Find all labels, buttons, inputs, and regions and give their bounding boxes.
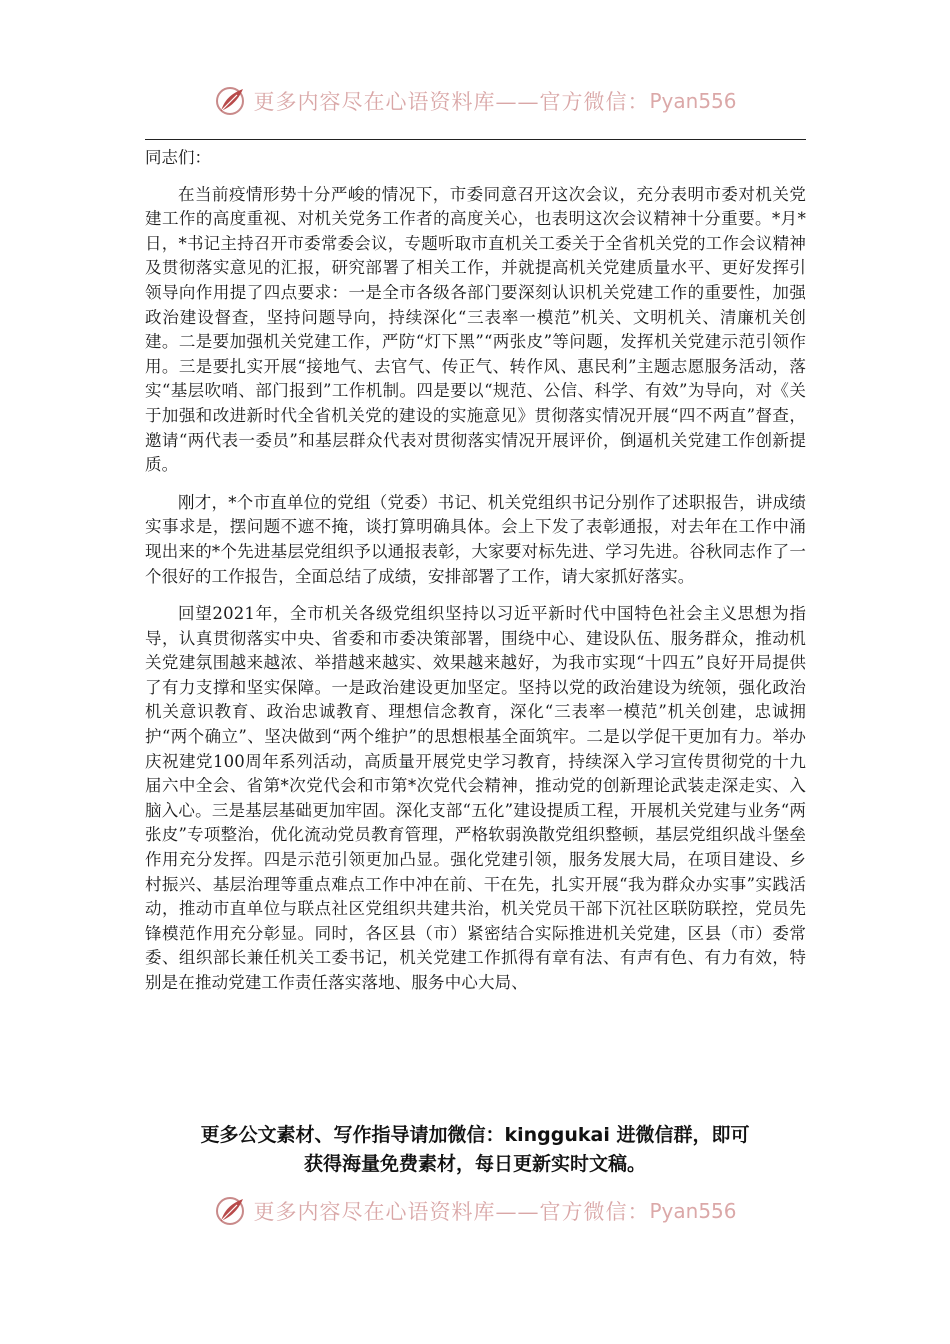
document-body: [145, 146, 806, 996]
header-divider: [145, 139, 806, 140]
greeting: 同志们：: [145, 148, 211, 167]
watermark-handle: Pyan556: [649, 89, 737, 113]
promo-notice: [140, 1121, 810, 1179]
footer-watermark: [0, 1194, 950, 1228]
promo-notice-line-1: 更多公文素材、写作指导请加微信：kinggukai 进微信群，即可: [200, 1124, 750, 1146]
watermark-text: 更多内容尽在心语资料库——官方微信：: [253, 90, 650, 114]
promo-notice-line-2: 获得海量免费素材，每日更新实时文稿。: [303, 1153, 646, 1175]
leaf-logo-icon: [213, 1194, 247, 1228]
watermark-handle: Pyan556: [649, 1199, 737, 1223]
watermark-text: 更多内容尽在心语资料库——官方微信：: [253, 1200, 650, 1224]
paragraph-1: 在当前疫情形势十分严峻的情况下，市委同意召开这次会议，充分表明市委对机关党建工作的高度重视、对机关党务工作者的高度关心，也表明这次会议精神十分重要。*月*日，*书记主持召开市委常委会议，专题听取市直机关工委关于全省机关党的工作会议精神及贯彻落实意见的汇报，研究部署了相关工作，并就提高机关党建质量水平、更好发挥引领导向作用提了四点要求：一是全市各级各部门要深刻认识机关党建工作的重要性，加强政治建设督查，坚持问题导向，持续深化“三表率一模范”机关、文明机关、清廉机关创建。二是要加强机关党建工作，严防“灯下黑”“两张皮”等问题，发挥机关党建示范引领作用。三是要扎实开展“接地气、去官气、传正气、转作风、惠民利”主题志愿服务活动，落实“基层吹哨、部门报到”工作机制。四是要以“规范、公信、科学、有效”为导向，对《关于加强和改进新时代全省机关党的建设的实施意见》贯彻落实情况开展“四不两直”督查，邀请“两代表一委员”和基层群众代表对贯彻落实情况开展评价，倒逼机关党建工作创新提质。: [145, 184, 806, 475]
leaf-logo-icon: [213, 84, 247, 118]
paragraph-3: 回望2021年，全市机关各级党组织坚持以习近平新时代中国特色社会主义思想为指导，认真贯彻落实中央、省委和市委决策部署，围绕中心、建设队伍、服务群众，推动机关党建氛围越来越浓、举措越来越实、效果越来越好，为我市实现“十四五”良好开局提供了有力支撑和坚实保障。一是政治建设更加坚定。坚持以党的政治建设为统领，强化政治机关意识教育、政治忠诚教育、理想信念教育，深化“三表率一模范”机关创建，忠诚拥护“两个确立”、坚决做到“两个维护”的思想根基全面筑牢。二是以学促干更加有力。举办庆祝建党100周年系列活动，高质量开展党史学习教育，持续深入学习宣传贯彻党的十九届六中全会、省第*次党代会和市第*次党代会精神，推动党的创新理论武装走深走实、入脑入心。三是基层基础更加牢固。深化支部“五化”建设提质工程，开展机关党建与业务“两张皮”专项整治，优化流动党员教育管理，严格软弱涣散党组织整顿，基层党组织战斗堡垒作用充分发挥。四是示范引领更加凸显。强化党建引领，服务发展大局，在项目建设、乡村振兴、基层治理等重点难点工作中冲在前、干在先，扎实开展“我为群众办实事”实践活动，推动市直单位与联点社区党组织共建共治，机关党员干部下沉社区联防联控，党员先锋模范作用充分彰显。同时，各区县（市）紧密结合实际推进机关党建，区县（市）委常委、组织部长兼任机关工委书记，机关党建工作抓得有章有法、有声有色、有力有效，特别是在推动党建工作责任落实落地、服务中心大局、: [145, 604, 806, 992]
paragraph-2: 刚才，*个市直单位的党组（党委）书记、机关党组织书记分别作了述职报告，讲成绩实事求是，摆问题不遮不掩，谈打算明确具体。会上下发了表彰通报，对去年在工作中涌现出来的*个先进基层党组织予以通报表彰，大家要对标先进、学习先进。谷秋同志作了一个很好的工作报告，全面总结了成绩，安排部署了工作，请大家抓好落实。: [145, 492, 806, 586]
header-watermark: [0, 84, 950, 118]
